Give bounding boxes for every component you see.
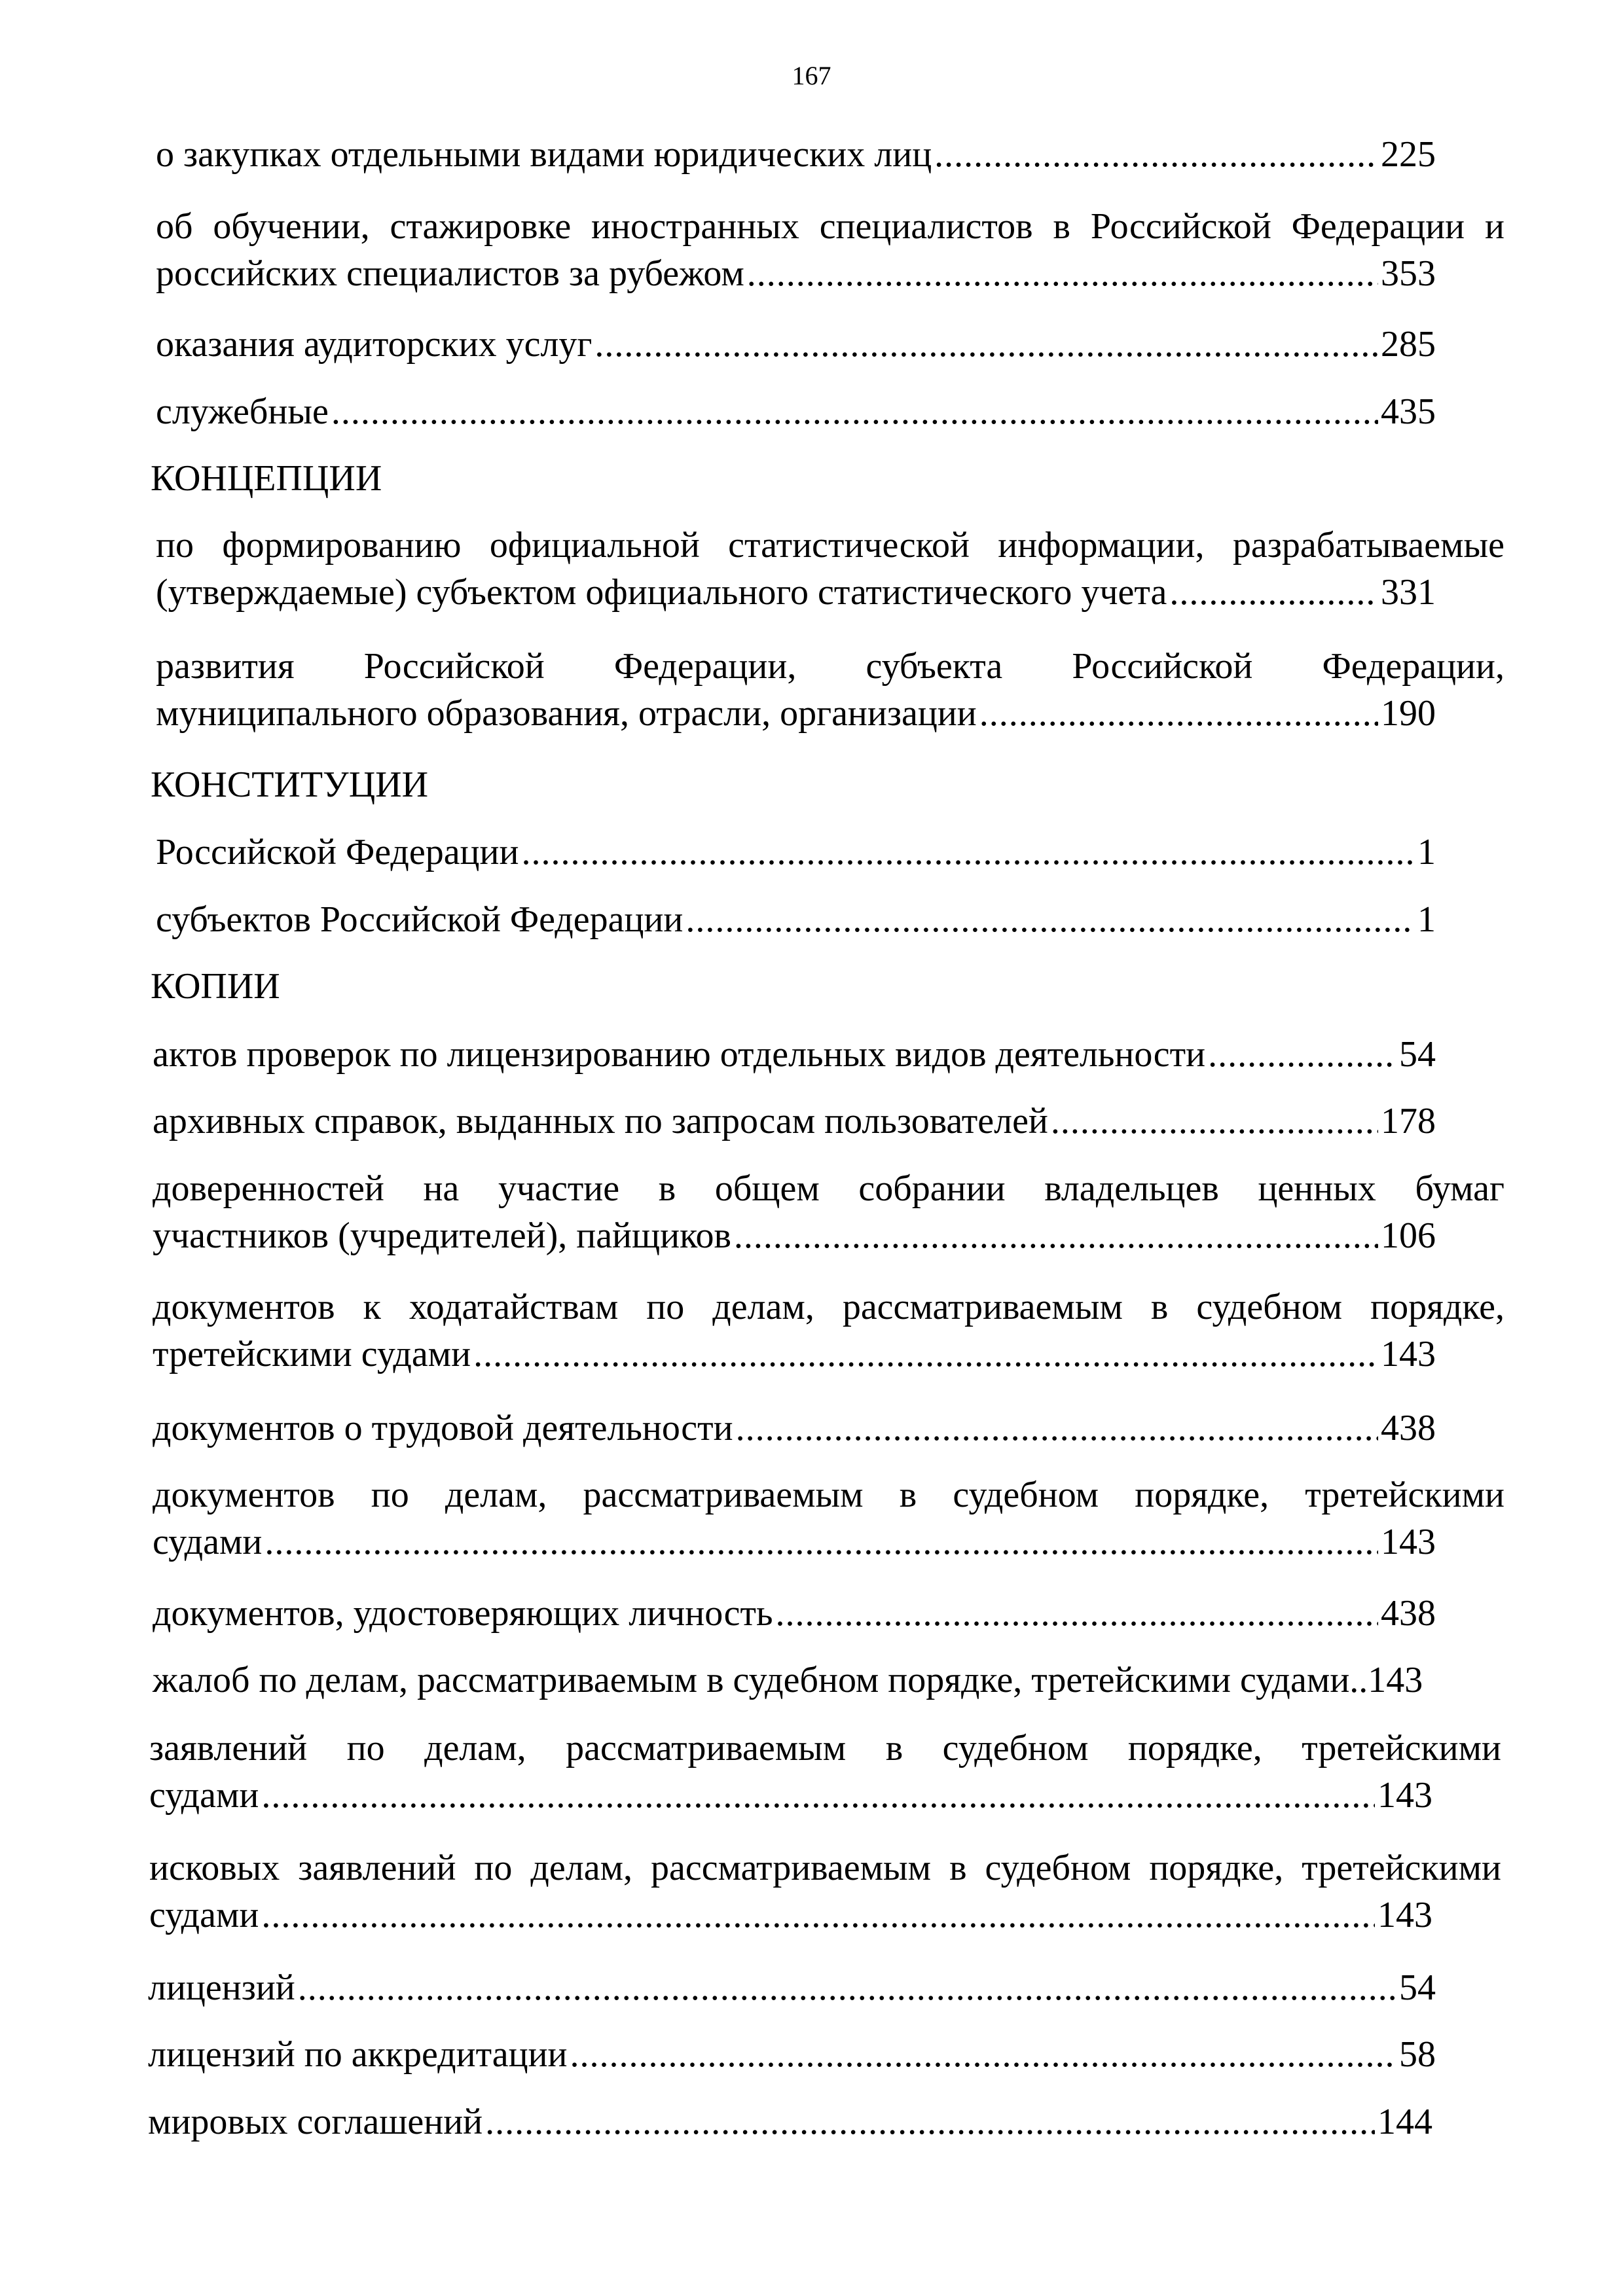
index-entry	[153, 1657, 1504, 1704]
entry-page: 54	[1399, 1967, 1436, 2008]
index-entry	[156, 203, 1504, 297]
section-heading: КОПИИ	[151, 966, 280, 1007]
dot-leader	[736, 1405, 1378, 1452]
entry-text: судами	[149, 1775, 259, 1816]
entry-page: 438	[1381, 1408, 1436, 1448]
index-entry	[149, 1844, 1501, 1939]
page-number: 167	[792, 61, 831, 90]
index-entry	[156, 131, 1436, 178]
dot-leader	[473, 1331, 1378, 1378]
dot-leader	[1051, 1098, 1378, 1145]
dot-leader	[685, 896, 1415, 943]
index-entry	[156, 829, 1436, 876]
entry-text-line: об обучении, стажировке иностранных специалистов в Российской Федерации и	[156, 206, 1504, 247]
entry-text: документов о трудовой деятельности	[153, 1408, 733, 1448]
entry-page: 178	[1381, 1101, 1436, 1141]
entry-text: лицензий	[148, 1967, 295, 2008]
entry-text: архивных справок, выданных по запросам пользователей	[153, 1101, 1048, 1141]
index-entry	[153, 1590, 1436, 1637]
index-entry	[153, 1165, 1504, 1259]
entry-text: судами	[149, 1895, 259, 1935]
index-entry	[148, 2031, 1436, 2078]
index-entry	[153, 1405, 1436, 1452]
entry-page: 54	[1399, 1034, 1436, 1075]
entry-text-line: исковых заявлений по делам, рассматриваемым в судебном порядке, третейскими	[149, 1848, 1501, 1888]
entry-page: 435	[1381, 391, 1436, 432]
entry-page: 143	[1377, 1895, 1432, 1935]
entry-text: актов проверок по лицензированию отдельных видов деятельности	[153, 1034, 1206, 1075]
dot-leader	[594, 321, 1378, 368]
index-entry	[153, 1031, 1436, 1078]
dot-leader	[485, 2098, 1375, 2145]
dot-leader	[934, 131, 1378, 178]
entry-text-line: развития Российской Федерации, субъекта Российской Федерации,	[156, 646, 1504, 687]
index-entry	[156, 321, 1436, 368]
dot-leader	[331, 388, 1378, 435]
entry-text: (утверждаемые) субъектом официального статистического учета	[156, 572, 1167, 613]
entry-text: судами	[153, 1522, 263, 1562]
index-entry	[148, 1964, 1436, 2011]
entry-page: 438	[1381, 1593, 1436, 1634]
dot-leader	[261, 1892, 1375, 1939]
dot-leader	[264, 1518, 1378, 1566]
entry-text-line: документов к ходатайствам по делам, рассматриваемым в судебном порядке,	[153, 1287, 1504, 1327]
entry-page: 225	[1381, 134, 1436, 175]
entry-text: жалоб по делам, рассматриваемым в судебном порядке, третейскими судами..143	[153, 1660, 1423, 1700]
entry-text: российских специалистов за рубежом	[156, 253, 744, 294]
entry-page: 1	[1417, 899, 1436, 940]
dot-leader	[747, 250, 1378, 297]
dot-leader	[1169, 569, 1378, 616]
entry-page: 143	[1377, 1775, 1432, 1816]
index-entry	[149, 1725, 1501, 1819]
entry-text-line: заявлений по делам, рассматриваемым в судебном порядке, третейскими	[149, 1728, 1501, 1768]
entry-text: Российской Федерации	[156, 832, 519, 872]
entry-page: 1	[1417, 832, 1436, 872]
entry-text-line: доверенностей на участие в общем собрании владельцев ценных бумаг	[153, 1168, 1504, 1209]
entry-text: о закупках отдельными видами юридических лиц	[156, 134, 932, 175]
index-entry	[148, 2098, 1432, 2145]
entry-page: 58	[1399, 2034, 1436, 2075]
dot-leader	[570, 2031, 1397, 2078]
dot-leader	[298, 1964, 1396, 2011]
dot-leader	[1208, 1031, 1396, 1078]
entry-page: 353	[1381, 253, 1436, 294]
dot-leader	[261, 1772, 1375, 1819]
entry-text-line: документов по делам, рассматриваемым в судебном порядке, третейскими	[153, 1475, 1504, 1515]
section-heading: КОНЦЕПЦИИ	[151, 458, 382, 499]
index-entry	[153, 1471, 1504, 1566]
entry-text: мировых соглашений	[148, 2102, 483, 2142]
entry-text: лицензий по аккредитации	[148, 2034, 568, 2075]
entry-text: оказания аудиторских услуг	[156, 324, 593, 365]
entry-page: 106	[1381, 1215, 1436, 1256]
index-entry	[156, 388, 1436, 435]
entry-page: 285	[1381, 324, 1436, 365]
entry-text: участников (учредителей), пайщиков	[153, 1215, 731, 1256]
section-heading: КОНСТИТУЦИИ	[151, 764, 429, 805]
index-entry	[153, 1283, 1504, 1378]
entry-page: 190	[1381, 693, 1436, 734]
dot-leader	[734, 1212, 1378, 1259]
index-entry	[156, 896, 1436, 943]
index-entry	[156, 522, 1504, 616]
entry-text: муниципального образования, отрасли, организации	[156, 693, 977, 734]
dot-leader	[979, 690, 1378, 737]
dot-leader	[776, 1590, 1378, 1637]
entry-page: 331	[1381, 572, 1436, 613]
entry-text: третейскими судами	[153, 1334, 471, 1374]
entry-page: 143	[1381, 1334, 1436, 1374]
entry-text: субъектов Российской Федерации	[156, 899, 684, 940]
entry-text-line: по формированию официальной статистической информации, разрабатываемые	[156, 525, 1504, 565]
index-entry	[156, 643, 1504, 737]
entry-page: 143	[1381, 1522, 1436, 1562]
index-entry	[153, 1098, 1436, 1145]
entry-page: 144	[1377, 2102, 1432, 2142]
entry-text: документов, удостоверяющих личность	[153, 1593, 773, 1634]
dot-leader	[521, 829, 1415, 876]
entry-text: служебные	[156, 391, 329, 432]
